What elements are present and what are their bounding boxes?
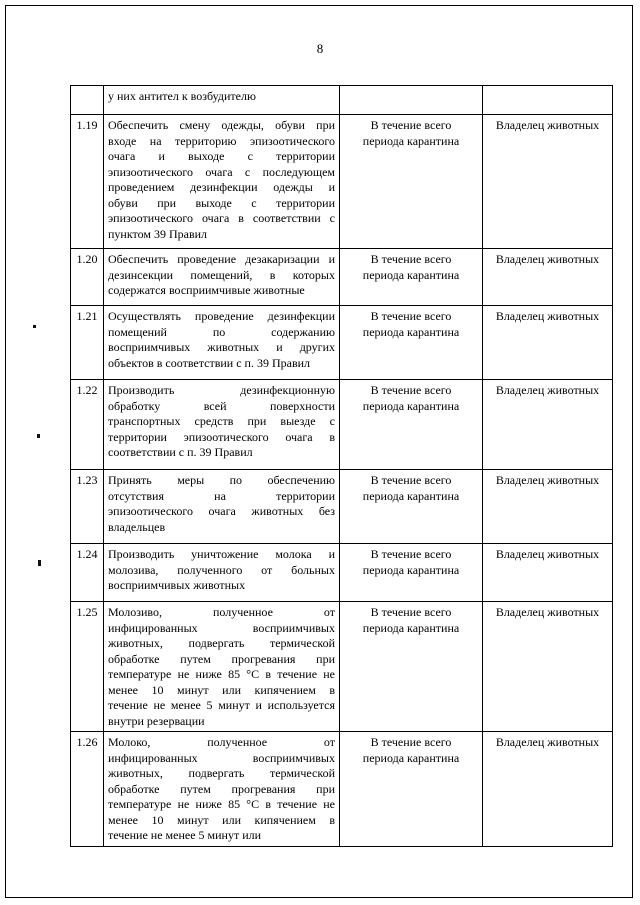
measure-text-line: течение не менее 5 минут и используется — [108, 698, 335, 712]
term-cell — [340, 380, 483, 470]
item-number: 1.23 — [71, 470, 104, 544]
term-cell — [340, 602, 483, 732]
measure-text-line: дезинсекции помещений, в которых — [108, 267, 335, 282]
term-cell — [340, 544, 483, 602]
measure-text — [104, 306, 340, 380]
term-line: В течение всего — [370, 605, 452, 619]
term-line: периода карантина — [362, 562, 460, 577]
item-number: 1.21 — [71, 306, 104, 380]
measure-text-line: помещений по содержанию — [108, 324, 335, 339]
term-line: В течение всего — [370, 252, 452, 266]
measure-text-line: менее 10 минут или кипячением в — [108, 682, 335, 697]
measure-text — [104, 602, 340, 732]
table-row — [71, 602, 613, 732]
term-cell — [340, 249, 483, 306]
measure-text-line: Молоко, полученное от — [108, 735, 335, 749]
item-number: 1.19 — [71, 115, 104, 249]
measure-text-line: течение не менее 5 минут или — [108, 828, 262, 842]
measure-text-line: проведением дезинфекции одежды и — [108, 180, 335, 194]
table-row — [71, 732, 613, 847]
measure-text-line: обуви при выходе с территории — [108, 195, 335, 210]
term-cell — [340, 470, 483, 544]
term-cell — [340, 115, 483, 249]
measure-text-line: эпизоотического очага с последующем — [108, 164, 335, 179]
measure-text-line: температуре не ниже 85 °С в течение не — [108, 797, 335, 811]
table-row — [71, 306, 613, 380]
responsible-cell: Владелец животных — [483, 470, 613, 544]
term-line: В течение всего — [370, 547, 452, 561]
measure-text — [104, 470, 340, 544]
scan-mark — [33, 325, 36, 328]
responsible-cell: Владелец животных — [483, 249, 613, 306]
measure-text-line: Осуществлять проведение дезинфекции — [108, 309, 335, 323]
responsible-cell — [483, 86, 613, 115]
measure-text-line: животных, подвергать термической — [108, 636, 335, 650]
term-line: В течение всего — [370, 383, 452, 397]
measure-text — [104, 544, 340, 602]
table-row — [71, 380, 613, 470]
term-line: В течение всего — [370, 735, 452, 749]
responsible-cell: Владелец животных — [483, 306, 613, 380]
measure-text-line: Обеспечить проведение дезакаризации и — [108, 252, 335, 266]
term-cell — [340, 306, 483, 380]
measure-text-line: инфицированных восприимчивых — [108, 750, 335, 765]
measure-text-line: территории эпизоотического очага в — [108, 429, 335, 444]
measure-text-line: объектов в соответствии с п. 39 Правил — [108, 355, 311, 370]
item-number: 1.24 — [71, 544, 104, 602]
measure-text-line: обработку всей поверхности — [108, 398, 335, 413]
term-line: периода карантина — [362, 398, 460, 413]
measure-text — [104, 732, 340, 847]
term-line: В течение всего — [370, 473, 452, 487]
measure-text-line: у них антител к возбудителю — [108, 89, 256, 103]
measure-text-line: транспортных средств при выезде с — [108, 414, 335, 428]
measure-text-line: Обеспечить смену одежды, обуви при — [108, 118, 335, 132]
page-number: 8 — [316, 41, 324, 56]
item-number: 1.20 — [71, 249, 104, 306]
table-row — [71, 544, 613, 602]
term-line: В течение всего — [370, 118, 452, 132]
measure-text-line: внутри резервации — [108, 713, 205, 728]
measure-text-line: Принять меры по обеспечению — [108, 473, 335, 487]
term-line: периода карантина — [362, 324, 460, 339]
measure-text — [104, 380, 340, 470]
scan-mark — [38, 560, 41, 566]
measure-text-line: обработке путем прогревания при — [108, 651, 335, 666]
measure-text — [104, 86, 340, 115]
measure-text-line: инфицированных восприимчивых — [108, 620, 335, 635]
responsible-cell: Владелец животных — [483, 115, 613, 249]
term-line: периода карантина — [362, 267, 460, 282]
measure-text-line: отсутствия на территории — [108, 488, 335, 503]
measure-text — [104, 249, 340, 306]
measure-text-line: Молозиво, полученное от — [108, 605, 335, 619]
term-cell — [340, 732, 483, 847]
measure-text-line: очага и выходе с территории — [108, 149, 335, 163]
measure-text-line: Производить уничтожение молока и — [108, 547, 335, 561]
item-number: 1.25 — [71, 602, 104, 732]
measure-text — [104, 115, 340, 249]
table-row — [71, 115, 613, 249]
measure-text-line: животных, подвергать термической — [108, 766, 335, 780]
measure-text-line: пунктом 39 Правил — [108, 226, 208, 241]
item-number — [71, 86, 104, 115]
measure-text-line: молозива, полученного от больных — [108, 562, 335, 577]
measure-text-line: содержатся восприимчивые животные — [108, 283, 305, 297]
measure-text-line: температуре не ниже 85 °С в течение не — [108, 667, 335, 681]
term-line: В течение всего — [370, 309, 452, 323]
term-line: периода карантина — [362, 133, 460, 148]
measure-text-line: владельцев — [108, 519, 166, 534]
measure-text-line: соответствии с п. 39 Правил — [108, 445, 253, 459]
table-body — [71, 86, 613, 847]
responsible-cell: Владелец животных — [483, 380, 613, 470]
term-cell — [340, 86, 483, 115]
measure-text-line: менее 10 минут или кипячением в — [108, 812, 335, 827]
item-number: 1.22 — [71, 380, 104, 470]
measure-text-line: эпизоотического очага в соответствии с — [108, 211, 335, 225]
measure-text-line: восприимчивых животных и других — [108, 340, 335, 354]
responsible-cell: Владелец животных — [483, 544, 613, 602]
measure-text-line: Производить дезинфекционную — [108, 383, 335, 397]
measure-text-line: обработке путем прогревания при — [108, 781, 335, 796]
term-line: периода карантина — [362, 750, 460, 765]
table-row — [71, 470, 613, 544]
responsible-cell: Владелец животных — [483, 732, 613, 847]
responsible-cell: Владелец животных — [483, 602, 613, 732]
table-row — [71, 249, 613, 306]
table-row — [71, 86, 613, 115]
term-line: периода карантина — [362, 488, 460, 503]
item-number: 1.26 — [71, 732, 104, 847]
scan-mark — [37, 434, 40, 438]
term-line: периода карантина — [362, 620, 460, 635]
measure-text-line: восприимчивых животных — [108, 578, 246, 592]
measure-text-line: эпизоотического очага животных без — [108, 504, 335, 518]
measures-table — [70, 85, 613, 847]
measure-text-line: входе на территорию эпизоотического — [108, 133, 335, 148]
